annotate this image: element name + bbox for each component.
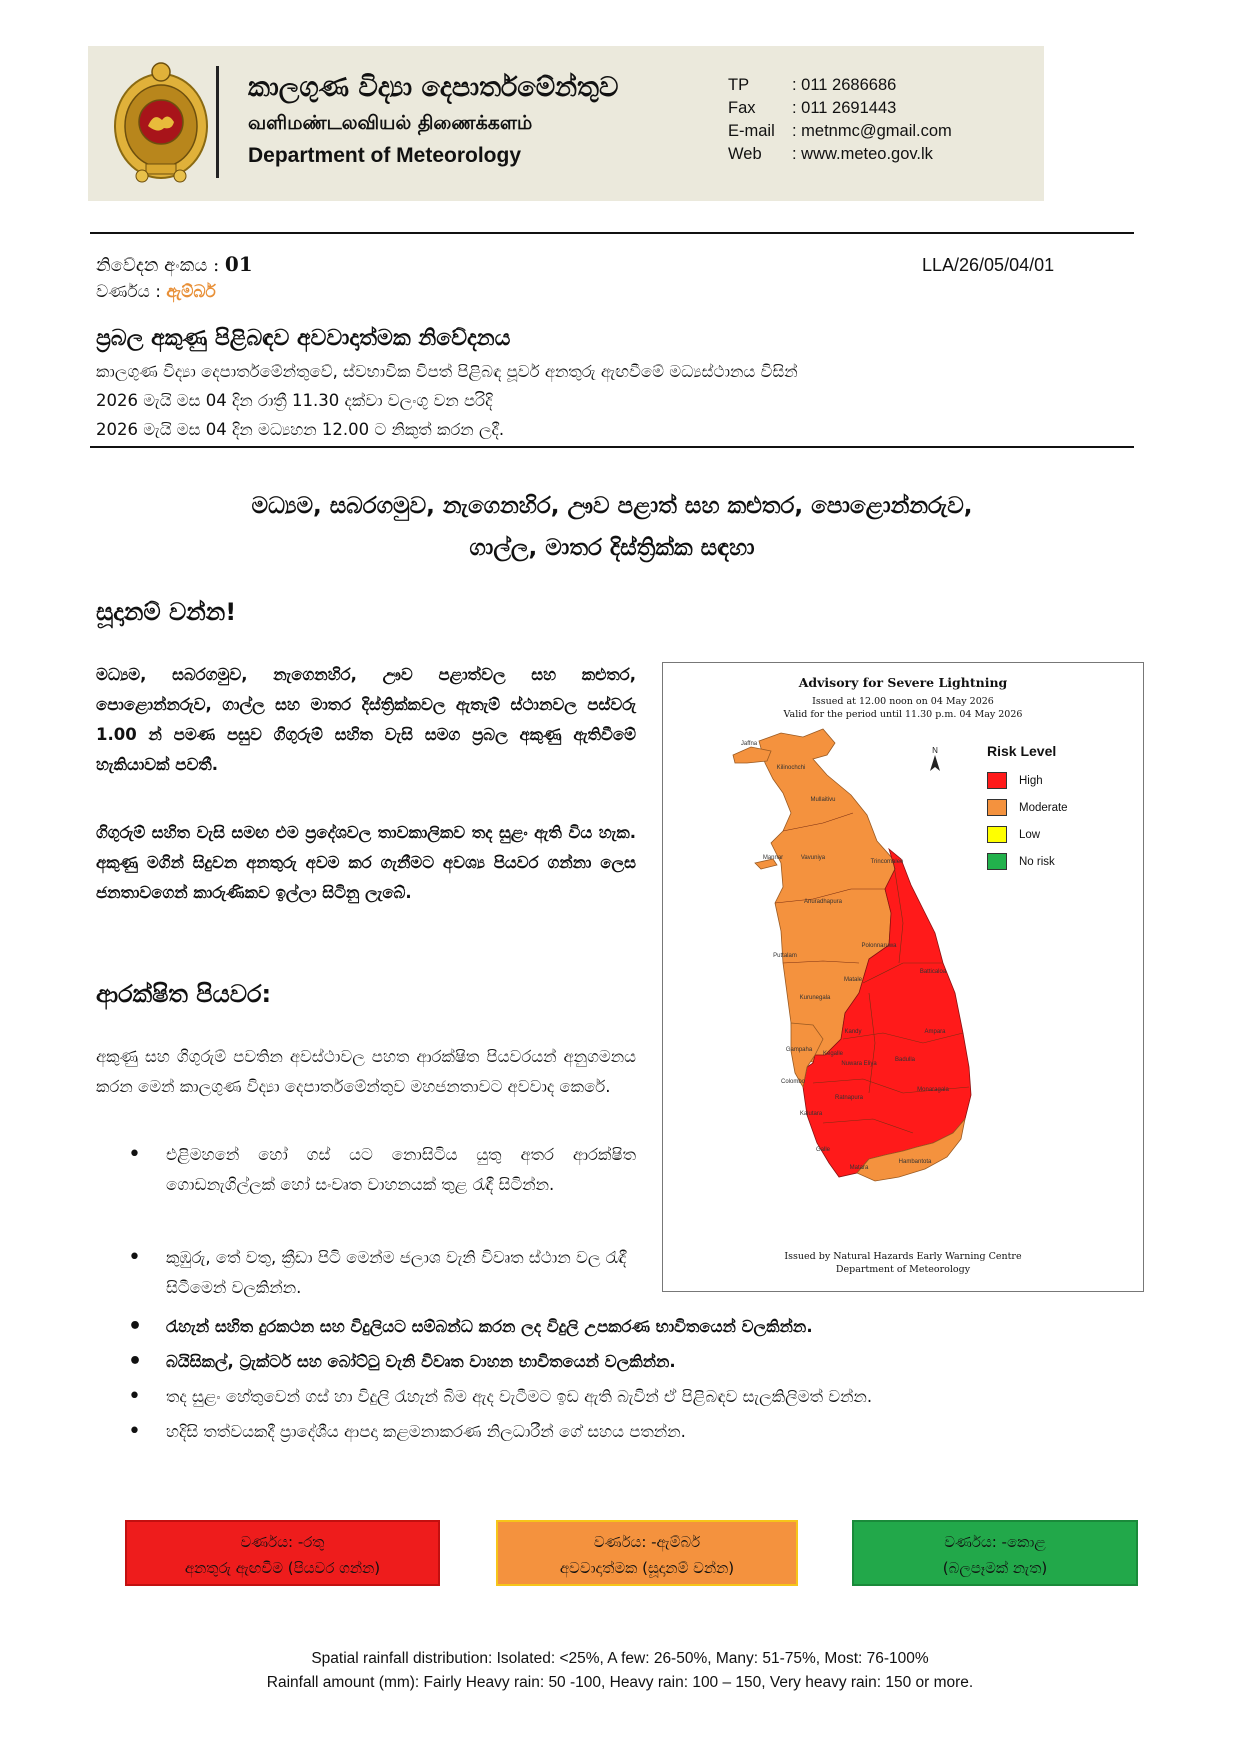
north-arrow-icon	[930, 755, 940, 771]
district-label: Anuradhapura	[803, 899, 843, 905]
precaution-text: එළිමහනේ හෝ ගස් යට නොසිටිය යුතු අතර ආරක්ෂිත ගොඩනැගිල්ලක් හෝ සංවෘත වාහනයක් තුළ රැඳී සිටින්න.	[166, 1145, 636, 1194]
notice-number-value: 01	[224, 252, 253, 276]
map-valid: Valid for the period until 11.30 p.m. 04 May 2026	[783, 709, 1023, 720]
map-credit: Department of Meteorology	[835, 1264, 971, 1275]
precaution-item	[128, 1243, 636, 1303]
contact-value: : 011 2691443	[792, 99, 897, 117]
legend-item	[987, 767, 1068, 794]
sri-lanka-risk-map	[663, 663, 1143, 1291]
org-name-english: Department of Meteorology	[248, 144, 522, 167]
district-label: Kurunegala	[799, 995, 831, 1001]
legend-item	[987, 848, 1068, 875]
district-label: Nuwara Eliya	[841, 1061, 877, 1067]
legend-swatch	[987, 826, 1007, 843]
map-credit: Issued by Natural Hazards Early Warning Centre	[784, 1251, 1022, 1262]
contact-row	[728, 74, 952, 97]
colour-key-amber	[496, 1520, 798, 1586]
legend-label: Moderate	[1019, 801, 1068, 814]
colour-key-title: වර්ණය: -කොළ	[944, 1533, 1046, 1551]
district-label: Kegalle	[822, 1051, 844, 1057]
district-label: Polonnaruwa	[861, 943, 897, 949]
colour-key-meaning: අනතුරු ඇඟවීම (පියවර ගන්න)	[184, 1559, 381, 1577]
contact-block	[728, 74, 952, 166]
district-label: Monaragala	[917, 1087, 949, 1093]
section-rule	[90, 446, 1134, 448]
reference-number: LLA/26/05/04/01	[922, 255, 1055, 275]
lightning-advisory-map	[662, 662, 1144, 1292]
caution-heading: සූදානම් වන්න!	[96, 598, 237, 626]
district-label: Hambantota	[898, 1159, 932, 1165]
precaution-item	[128, 1382, 1128, 1412]
contact-label: TP	[728, 76, 750, 94]
bullet-icon: •	[128, 1349, 143, 1374]
top-rule	[90, 232, 1134, 234]
precaution-item	[128, 1312, 1108, 1342]
contact-label: E-mail	[728, 122, 775, 140]
precaution-text: කුඹුරු, තේ වතු, ක්‍රීඩා පිටි මෙන්ම ජලාශ වැනි විවෘත ස්ථාන වල රැඳී සිටීමෙන් වලකින්න.	[166, 1248, 627, 1297]
notice-number-label: නිවේදන අංකය :	[96, 255, 225, 276]
contact-row	[728, 97, 952, 120]
district-label: Matale	[843, 977, 863, 983]
colour-key-title: වර්ණය: -රතු	[240, 1533, 325, 1551]
bullet-icon: •	[128, 1142, 141, 1167]
district-label: Matara	[849, 1165, 869, 1171]
districts-line: ගාල්ල, මාතර දිස්ත්‍රික්ක සඳහා	[469, 535, 755, 561]
notice-number	[96, 252, 253, 276]
district-label: Colombo	[780, 1079, 806, 1085]
affected-districts	[90, 485, 1134, 569]
legend-label: No risk	[1019, 855, 1055, 868]
colour-key-title: වර්ණය: -ඇම්බර්	[593, 1533, 701, 1551]
contact-label: Fax	[728, 99, 756, 117]
legend-swatch	[987, 799, 1007, 816]
district-label: Jaffna	[740, 741, 758, 747]
org-name-sinhala: කාලගුණ විද්‍යා දෙපාර්තමේන්තුව	[248, 72, 619, 103]
colour-key-meaning: අවවාදාත්මක (සූදානම් වන්න)	[559, 1559, 735, 1577]
notice-colour	[96, 282, 216, 302]
colour-key-red	[125, 1520, 440, 1586]
rainfall-amount-note: Rainfall amount (mm): Fairly Heavy rain: 50 -100, Heavy rain: 100 – 150, Very heavy rain: 150 or more.	[266, 1674, 974, 1691]
precaution-item	[128, 1140, 636, 1200]
precaution-intro: අකුණු සහ ගිගුරුම් පවතින අවස්ථාවල පහත ආරක්ෂිත පියවරයන් අනුගමනය කරන මෙන් කාලගුණ විද්‍යා දෙපාර්තමේන්තුව මහජනතාවට අවවාද කෙරේ.	[96, 1047, 636, 1096]
bullet-icon: •	[128, 1384, 141, 1409]
contact-value: : 011 2686686	[792, 76, 897, 94]
issue-line: කාලගුණ විද්‍යා දෙපාර්තමේන්තුවේ, ස්වභාවික විපත් පිළිබඳ පූර්ව අනතුරු ඇඟවීමේ මධ්‍යස්ථානය විසින්	[96, 362, 798, 381]
district-label: Batticaloa	[919, 969, 947, 975]
bullet-icon: •	[128, 1245, 141, 1270]
issue-line: 2026 මැයි මස 04 දින මධ්‍යහන 12.00 ට නිකුත් කරන ලදී.	[96, 420, 505, 439]
precaution-text: බයිසිකල්, ට්‍රැක්ටර් සහ බෝට්ටු වැනි විවෘත වාහන භාවිතයෙන් වලකින්න.	[166, 1352, 676, 1371]
precaution-text: රැහැන් සහිත දුරකථන සහ විදුලියට සම්බන්ධ කරන ලද විදුලි උපකරණ භාවිතයෙන් වලකින්න.	[166, 1317, 813, 1336]
map-legend	[987, 743, 1068, 875]
rainfall-distribution-note: Spatial rainfall distribution: Isolated: <25%, A few: 26-50%, Many: 51-75%, Most: 76-100%	[311, 1650, 929, 1667]
sri-lanka-emblem-icon	[110, 60, 212, 184]
precaution-text: හදිසි තත්වයකදී ප්‍රාදේශීය ආපදා කළමනාකරණ නිලධාරීන් ගේ සහය පතන්න.	[166, 1422, 686, 1441]
colour-key-meaning: (බලපෑමක් නැත)	[942, 1559, 1048, 1577]
contact-label: Web	[728, 145, 762, 163]
district-label: Puttalam	[773, 953, 797, 959]
legend-swatch	[987, 772, 1007, 789]
page-title: ප්‍රබල අකුණු පිළිබඳව අවවාදාත්මක නිවේදනය	[96, 326, 511, 351]
contact-row	[728, 143, 952, 166]
district-label: Vavuniya	[800, 855, 826, 861]
precaution-heading: ආරක්ෂිත පියවර:	[96, 980, 272, 1008]
contact-value[interactable]: : metnmc@gmail.com	[792, 122, 952, 140]
org-name-tamil: வளிமண்டலவியல் திணைக்களம்	[248, 112, 533, 134]
district-label: Ampara	[924, 1029, 946, 1035]
precaution-item	[128, 1347, 1108, 1377]
notice-colour-value: ඇම්බර්	[166, 282, 216, 302]
precaution-item	[128, 1417, 1108, 1447]
district-label: Kalutara	[799, 1111, 823, 1117]
north-label: N	[932, 746, 938, 755]
map-issued: Issued at 12.00 noon on 04 May 2026	[812, 696, 994, 707]
district-label: Kilinochchi	[776, 765, 806, 771]
advisory-paragraph: ගිගුරුම් සහිත වැසි සමඟ එම ප්‍රදේශවල තාවකාලිකව තද සුළං ඇති විය හැක. අකුණු මගින් සිදුවන අනතුරු අවම කර ගැනීමට අවශ්‍ය පියවර ගන්නා ලෙස ජනතාවගෙන් කාරුණිකව ඉල්ලා සිටිනු ලැබේ.	[96, 823, 636, 902]
contact-value[interactable]: : www.meteo.gov.lk	[792, 145, 933, 163]
bullet-icon: •	[128, 1419, 141, 1444]
legend-title: Risk Level	[987, 743, 1057, 759]
legend-item	[987, 821, 1068, 848]
legend-label: Low	[1019, 828, 1041, 841]
issue-line: 2026 මැයි මස 04 දින රාත්‍රී 11.30 දක්වා වලංගු වන පරිදි	[96, 391, 493, 410]
map-title: Advisory for Severe Lightning	[798, 675, 1008, 690]
district-label: Kandy	[844, 1029, 862, 1035]
district-label: Mullaitivu	[810, 797, 836, 803]
bullet-icon: •	[128, 1314, 143, 1339]
legend-label: High	[1019, 774, 1043, 787]
colour-key-green	[852, 1520, 1138, 1586]
contact-row	[728, 120, 952, 143]
districts-line: මධ්‍යම, සබරගමුව, නැගෙනහිර, ඌව පළාත් සහ කළුතර, පොළොන්නරුව,	[251, 493, 973, 519]
legend-item	[987, 794, 1068, 821]
district-label: Galle	[815, 1147, 831, 1153]
header-divider	[216, 66, 219, 178]
precaution-text: තද සුළං හේතුවෙන් ගස් හා විදුලි රැහැන් බිම ඇද වැටීමට ඉඩ ඇති බැවින් ඒ පිළිබඳව සැලකිලිමත් වන්න.	[166, 1387, 873, 1406]
advisory-paragraph: මධ්‍යම, සබරගමුව, නැගෙනහිර, ඌව පළාත්වල සහ කළුතර, පොළොන්නරුව, ගාල්ල සහ මාතර දිස්ත්‍රික්කවල ඇතැම් ස්ථානවල පස්වරු 1.00 න් පමණ පසුව ගිගුරුම් සහිත වැසි සමග ප්‍රබල අකුණු ඇතිවීමේ හැකියාවක් පවතී.	[96, 665, 636, 774]
legend-swatch	[987, 853, 1007, 870]
district-label: Trincomalee	[870, 859, 904, 865]
district-label: Gampaha	[785, 1047, 813, 1053]
notice-colour-label: වර්ණය :	[96, 282, 167, 302]
letterhead	[88, 46, 1044, 201]
district-label: Mannar	[762, 855, 784, 861]
district-label: Badulla	[894, 1057, 916, 1063]
district-label: Ratnapura	[834, 1095, 864, 1101]
